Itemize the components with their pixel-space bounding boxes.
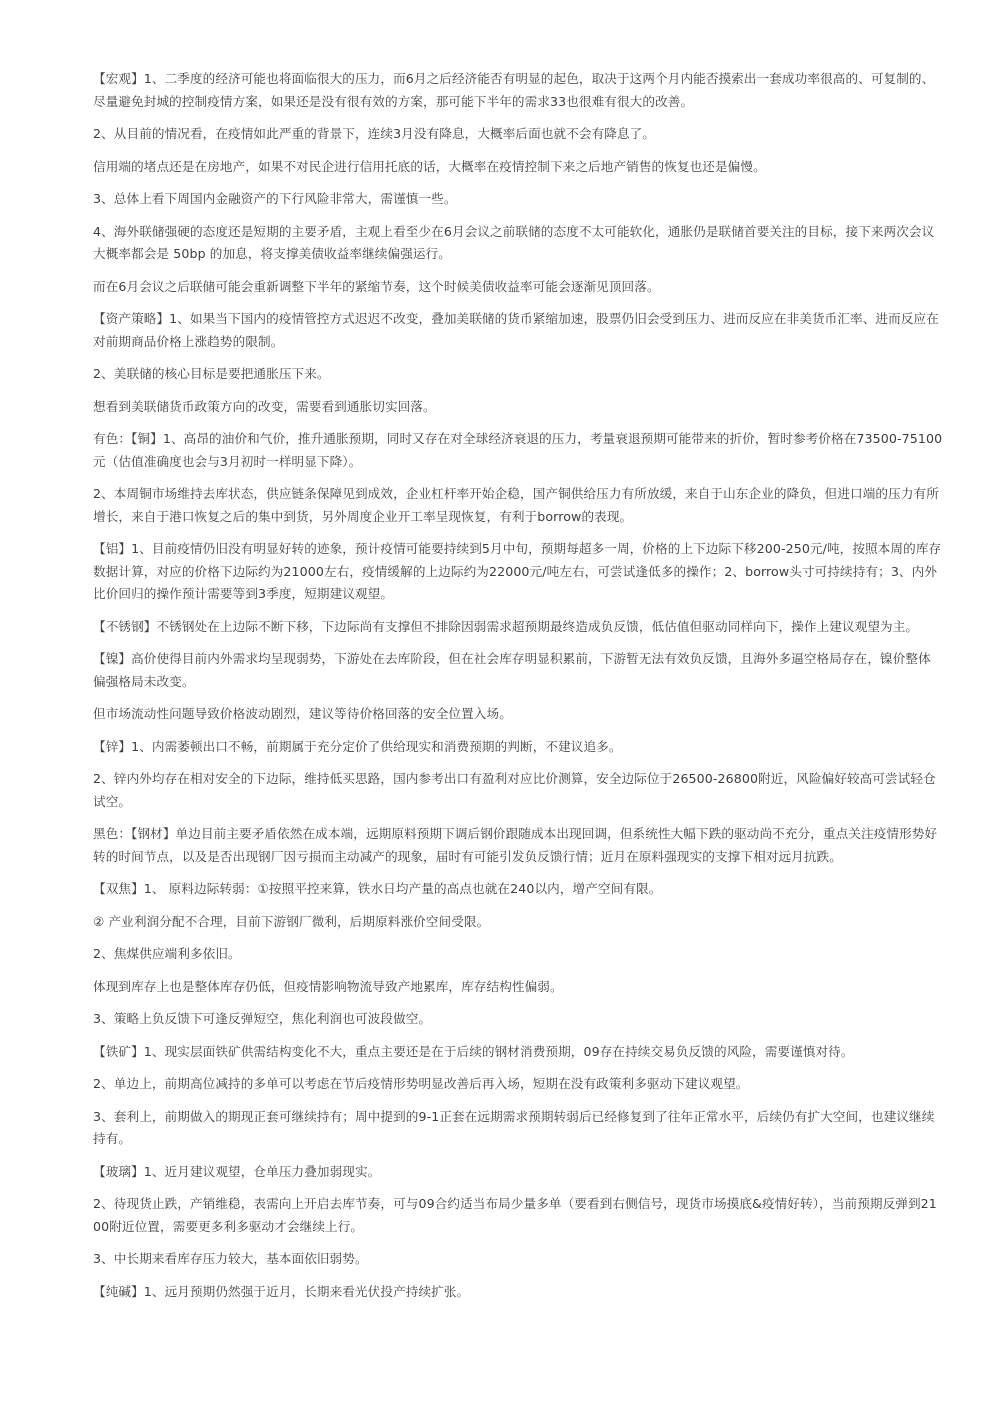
paragraph-iron-ore-2: 2、单边上，前期高位减持的多单可以考虑在节后疫情形势明显改善后再入场，短期在没有政策利多驱动下建议观望。 <box>93 1076 749 1091</box>
paragraph-asset-strategy-1: 【资产策略】1、如果当下国内的疫情管控方式迟迟不改变，叠加美联储的货币紧缩加速，股票仍旧会受到压力、进而反应在非美货币汇率、进而反应在对前期商品价格上涨趋势的限制。 <box>93 311 939 349</box>
paragraph-glass-3: 3、中长期来看库存压力较大，基本面依旧弱势。 <box>93 1251 368 1266</box>
paragraph-coke-1: 【双焦】1、 原料边际转弱：①按照平控来算，铁水日均产量的高点也就在240以内，增产空间有限。 <box>93 881 662 896</box>
paragraph-coke-inventory: 体现到库存上也是整体库存仍低，但疫情影响物流导致产地累库，库存结构性偏弱。 <box>93 978 563 994</box>
paragraph-macro-credit: 信用端的堵点还是在房地产，如果不对民企进行信用托底的话，大概率在疫情控制下来之后地产销售的恢复也还是偏慢。 <box>93 158 766 174</box>
paragraph-glass-1: 【玻璃】1、近月建议观望，仓单压力叠加弱现实。 <box>93 1163 381 1179</box>
paragraph-coke-3: 3、策略上负反馈下可逢反弹短空，焦化利润也可波段做空。 <box>93 1011 432 1026</box>
paragraph-aluminum: 【铝】1、目前疫情仍旧没有明显好转的迹象，预计疫情可能要持续到5月中旬，预期每超多一周，价格的上下边际下移200-250元/吨，按照本周的库存数据计算，对应的价格下边际约为21000左右，疫情缓解的上边际约为22000元/吨左右，可尝试逢低多的操作；2、borrow头寸可持续持有；3、内外比价回归的操作预计需要等到3季度，短期建议观望。 <box>93 541 942 601</box>
paragraph-zinc-2: 2、锌内外均存在相对安全的下边际，维持低买思路，国内参考出口有盈利对应比价测算，安全边际位于26500-26800附近，风险偏好较高可尝试轻仓试空。 <box>93 771 936 809</box>
paragraph-macro-1: 【宏观】1、二季度的经济可能也将面临很大的压力，而6月之后经济能否有明显的起色，取决于这两个月内能否摸索出一套成功率很高的、可复制的、尽量避免封城的控制疫情方案，如果还是没有很有效的方案，那可能下半年的需求33也很难有很大的改善。 <box>93 71 935 109</box>
paragraph-glass-2: 2、待现货止跌，产销维稳，表需向上开启去库节奏，可与09合约适当布局少量多单（要看到右侧信号，现货市场摸底&疫情好转），当前预期反弹到2100附近位置，需要更多利多驱动才会继续上行。 <box>93 1196 937 1234</box>
report-body <box>93 68 943 1313</box>
paragraph-copper-1: 有色：【铜】1、高昂的油价和气价，推升通胀预期，同时又存在对全球经济衰退的压力，考量衰退预期可能带来的折价，暂时参考价格在73500-75100元（估值准确度也会与3月初时一样明显下降）。 <box>93 431 943 469</box>
paragraph-coke-2: 2、焦煤供应端利多依旧。 <box>93 946 241 961</box>
paragraph-nickel-1: 【镍】高价使得目前内外需求均呈现弱势，下游处在去库阶段，但在社会库存明显积累前，下游暂无法有效负反馈，且海外多逼空格局存在，镍价整体偏强格局未改变。 <box>93 651 931 689</box>
paragraph-iron-ore-1: 【铁矿】1、现实层面铁矿供需结构变化不大，重点主要还是在于后续的钢材消费预期，09存在持续交易负反馈的风险，需要谨慎对待。 <box>93 1043 854 1059</box>
paragraph-soda-ash-1: 【纯碱】1、远月预期仍然强于近月，长期来看光伏投产持续扩张。 <box>93 1283 470 1299</box>
paragraph-asset-strategy-fed: 想看到美联储货币政策方向的改变，需要看到通胀切实回落。 <box>93 398 436 414</box>
paragraph-macro-4: 4、海外联储强硬的态度还是短期的主要矛盾，主观上看至少在6月会议之前联储的态度不太可能软化，通胀仍是联储首要关注的目标，接下来两次会议大概率都会是 50bp 的加息，将支撑美债收益率继续偏强运行。 <box>93 223 935 261</box>
paragraph-stainless-steel: 【不锈钢】不锈钢处在上边际不断下移，下边际尚有支撑但不排除因弱需求超预期最终造成负反馈，低估值但驱动同样向下，操作上建议观望为主。 <box>93 618 919 634</box>
paragraph-macro-2: 2、从目前的情况看，在疫情如此严重的背景下，连续3月没有降息，大概率后面也就不会有降息了。 <box>93 126 656 141</box>
paragraph-copper-2: 2、本周铜市场维持去库状态，供应链条保障见到成效，企业杠杆率开始企稳，国产铜供给压力有所放缓，来自于山东企业的降负，但进口端的压力有所增长，来自于港口恢复之后的集中到货，另外周度企业开工率呈现恢复，有利于borrow的表现。 <box>93 486 939 524</box>
paragraph-steel: 黑色：【钢材】单边目前主要矛盾依然在成本端，远期原料预期下调后钢价跟随成本出现回调，但系统性大幅下跌的驱动尚不充分，重点关注疫情形势好转的时间节点，以及是否出现钢厂因亏损而主动减产的现象，届时有可能引发负反馈行情；近月在原料强现实的支撑下相对远月抗跌。 <box>93 826 938 864</box>
paragraph-nickel-2: 但市场流动性问题导致价格波动剧烈，建议等待价格回落的安全位置入场。 <box>93 706 512 721</box>
paragraph-asset-strategy-2: 2、美联储的核心目标是要把通胀压下来。 <box>93 366 330 381</box>
paragraph-macro-3: 3、总体上看下周国内金融资产的下行风险非常大，需谨慎一些。 <box>93 191 457 206</box>
paragraph-coke-profit: ② 产业利润分配不合理，目前下游钢厂微利，后期原料涨价空间受限。 <box>93 913 490 929</box>
paragraph-iron-ore-3: 3、套利上，前期做入的期现正套可继续持有；周中提到的9-1正套在远期需求预期转弱后已经修复到了往年正常水平，后续仍有扩大空间，也建议继续持有。 <box>93 1108 935 1146</box>
paragraph-zinc-1: 【锌】1、内需萎顿出口不畅，前期属于充分定价了供给现实和消费预期的判断，不建议追多。 <box>93 738 622 754</box>
paragraph-macro-june: 而在6月会议之后联储可能会重新调整下半年的紧缩节奏，这个时候美债收益率可能会逐渐见顶回落。 <box>93 278 660 294</box>
